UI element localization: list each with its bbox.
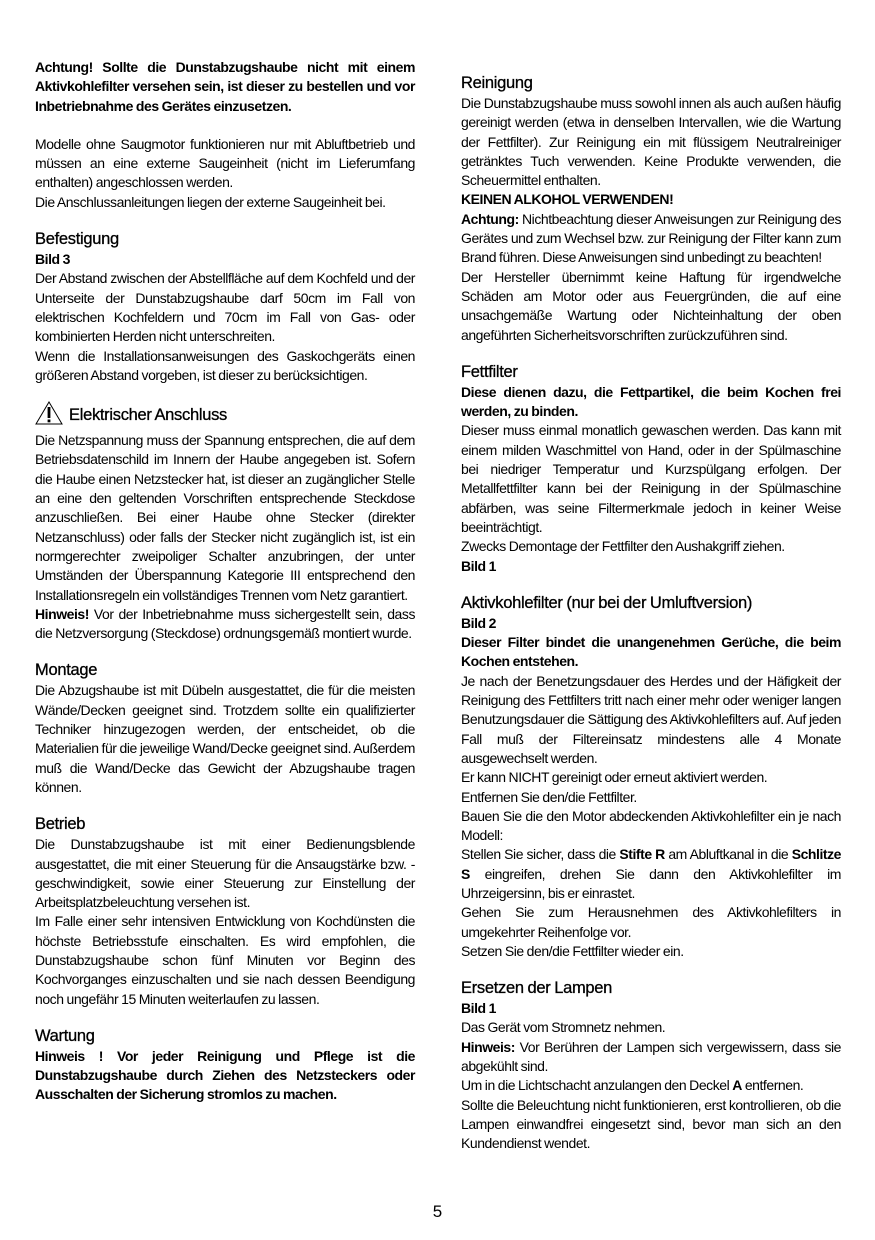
bold-text: A [732, 1077, 742, 1094]
section-heading [35, 659, 415, 681]
left-column [35, 58, 415, 1105]
text: eingreifen, drehen Sie dann den Aktivkohlefilter im Uhrzeigersinn, bis er einrastet. [461, 865, 841, 901]
bold-text: Achtung! Sollte die Dunstabzugshaube nicht mit einem Aktivkohlefilter versehen sein, ist dieser zu bestellen und vor Inbetriebnahme des Gerätes einzusetzen. [35, 59, 415, 114]
bold-text: Achtung: [461, 210, 519, 227]
text: Der Hersteller übernimmt keine Haftung für irgendwelche Schäden am Motor oder aus Feuergründen, die auf eine unsachgemäße Wartung oder Nichteinhaltung der oben angeführten Sicherheitsvorschriften zurückzuführen sind. [461, 268, 841, 343]
section-heading [461, 72, 841, 94]
paragraph [461, 788, 841, 807]
bold-text: Bild 1 [461, 1000, 496, 1017]
text: Zwecks Demontage der Fettfilter den Aushakgriff ziehen. [461, 538, 785, 555]
paragraph [35, 1047, 415, 1105]
paragraph [461, 768, 841, 787]
section-heading [35, 1025, 415, 1047]
text: Er kann NICHT gereinigt oder erneut aktiviert werden. [461, 769, 768, 786]
text: Die Dunstabzugshaube ist mit einer Bedienungsblende ausgestattet, die mit einer Steuerung für die Ansaugstärke bzw. -geschwindigkeit, sowie einer Steuerung zur Einstellung der Arbeitsplatzbeleuchtung versehen ist. [35, 836, 415, 911]
text: Entfernen Sie den/die Fettfilter. [461, 788, 637, 805]
section-heading [35, 401, 415, 431]
bold-text: Diese dienen dazu, die Fettpartikel, die beim Kochen frei werden, zu binden. [461, 383, 841, 420]
bold-text: Stifte R [619, 846, 665, 863]
paragraph [461, 999, 841, 1018]
paragraph [461, 190, 841, 209]
paragraph [461, 672, 841, 768]
text: Bauen Sie die den Motor abdeckenden Aktivkohlefilter ein je nach Modell: [461, 807, 841, 844]
text: Elektrischer Anschluss [69, 406, 227, 425]
text: Wenn die Installationsanweisungen des Gaskochgeräts einen größeren Abstand vorgeben, ist dieser zu berücksichtigen. [35, 347, 415, 383]
text: Ersetzen der Lampen [461, 979, 613, 998]
bold-text: Bild 3 [35, 251, 70, 268]
text: am Abluftkanal in die [664, 846, 792, 863]
paragraph [461, 1076, 841, 1095]
paragraph [461, 268, 841, 345]
section-heading [35, 813, 415, 835]
section-heading [461, 977, 841, 999]
paragraph [461, 94, 841, 190]
text: Vor Berühren der Lampen sich vergewissern, dass sie abgekühlt sind. [461, 1038, 841, 1075]
paragraph [461, 614, 841, 633]
text: Gehen Sie zum Herausnehmen des Aktivkohlefilters in umgekehrter Reihenfolge vor. [461, 904, 841, 940]
paragraph [461, 210, 841, 268]
text: Die Abzugshaube ist mit Dübeln ausgestattet, die für die meisten Wände/Decken geeignet sind. Trotzdem sollte ein qualifizierter Techniker hinzugezogen werden, der entscheidet, ob die Materialien für die jeweilige Wand/Decke geeignet sind. Außerdem muß die Wand/Decke das Gewicht der Abzugshaube tragen können. [35, 682, 415, 795]
paragraph [35, 681, 415, 797]
text: Dieser muss einmal monatlich gewaschen werden. Das kann mit einem milden Waschmittel von Hand, oder in der Spülmaschine bei niedriger Temperatur und Kurzspülgang erfolgen. Der Metallfettfilter kann bei der Reinigung in der Spülmaschine abfärben, was seine Filtermerkmale jedoch in keiner Weise beeinträchtigt. [461, 422, 841, 535]
paragraph [35, 58, 415, 116]
bold-text: Hinweis! [35, 605, 89, 622]
text: Das Gerät vom Stromnetz nehmen. [461, 1019, 666, 1036]
paragraph [461, 1096, 841, 1154]
paragraph [461, 807, 841, 846]
text: Vor der Inbetriebnahme muss sichergestellt sein, dass die Netzversorgung (Steckdose) ordnungsgemäß montiert wurde. [35, 605, 415, 642]
paragraph [35, 250, 415, 269]
text: Reinigung [461, 74, 533, 92]
bold-text: Schlitze S [461, 846, 842, 882]
bold-text: Bild 2 [461, 614, 496, 631]
section-heading [461, 592, 841, 614]
paragraph [461, 633, 841, 672]
text: Die Anschlussanleitungen liegen der externe Saugeinheit bei. [35, 193, 386, 210]
text: Nichtbeachtung dieser Anweisungen zur Reinigung des Gerätes und zum Wechsel bzw. zur Reinigung der Filter kann zum Brand führen. Diese Anweisungen sind unbedingt zu beachten! [461, 210, 841, 266]
paragraph [461, 1018, 841, 1037]
text: Der Abstand zwischen der Abstellfläche auf dem Kochfeld und der Unterseite der Dunstabzugshaube darf 50cm im Fall von elektrischen Kochfeldern und 70cm im Fall von Gas- oder kombinierten Herden nicht unterschreiten. [35, 270, 415, 345]
paragraph [35, 347, 415, 386]
paragraph [461, 1038, 841, 1077]
warning-icon [35, 401, 63, 431]
bold-text: Hinweis: [461, 1038, 515, 1055]
text: Betrieb [35, 815, 86, 834]
paragraph [461, 903, 841, 942]
paragraph [35, 912, 415, 1008]
text: Modelle ohne Saugmotor funktionieren nur mit Abluftbetrieb und müssen an eine externe Saugeinheit (nicht im Lieferumfang enthalten) angeschlossen werden. [35, 135, 415, 191]
text: entfernen. [741, 1077, 804, 1094]
text: Um in die Lichtschacht anzulangen den Deckel [461, 1077, 733, 1094]
paragraph [461, 537, 841, 556]
spacer [35, 116, 415, 135]
bold-text: Hinweis ! Vor jeder Reinigung und Pflege ist die Dunstabzugshaube durch Ziehen des Netzsteckers oder Ausschalten der Sicherung stromlos zu machen. [35, 1047, 415, 1103]
paragraph [461, 942, 841, 961]
bold-text: Dieser Filter bindet die unangenehmen Gerüche, die beim Kochen entstehen. [461, 634, 841, 670]
text: Je nach der Benetzungsdauer des Herdes und der Häfigkeit der Reinigung des Fettfilters tritt nach einer mehr oder weniger langen Benutzungsdauer die Sättigung des Aktivkohlefilters auf. Auf jeden Fall muß der Filtereinsatz mindestens alle 4 Monate ausgewechselt werden. [461, 672, 841, 766]
paragraph [461, 557, 841, 576]
bold-text: Bild 1 [461, 557, 496, 574]
text: Montage [35, 661, 98, 680]
page-number: 5 [432, 1202, 443, 1221]
text: Fettfilter [461, 362, 518, 381]
paragraph [461, 845, 841, 903]
right-column [461, 72, 841, 1154]
text: Im Falle einer sehr intensiven Entwicklung von Kochdünsten die höchste Betriebsstufe einschalten. Es wird empfohlen, die Dunstabzugshaube schon fünf Minuten vor Beginn des Kochvorganges einzuschalten und sie nach dessen Beendigung noch ungefähr 15 Minuten weiterlaufen zu lassen. [35, 913, 415, 1007]
text: Die Netzspannung muss der Spannung entsprechen, die auf dem Betriebsdatenschild im Innern der Haube angegeben ist. Sofern die Haube einen Netzstecker hat, ist dieser an zugänglicher Stelle an eine den geltenden Vorschriften entsprechende Steckdose anzuschließen. Bei einer Haube ohne Stecker (direkter Netzanschluss) oder falls der Stecker nicht zugänglich ist, ist ein normgerechter zweipoliger Schalter anzubringen, der unter Umständen der Überspannung Kategorie III entsprechend den Installationsregeln ein vollständiges Trennen vom Netz garantiert. [35, 432, 415, 603]
paragraph [35, 269, 415, 346]
section-heading [35, 228, 415, 250]
paragraph [461, 421, 841, 537]
paragraph [35, 431, 415, 605]
paragraph [461, 383, 841, 422]
paragraph [35, 605, 415, 644]
text: Stellen Sie sicher, dass die [461, 846, 620, 863]
text: Aktivkohlefilter (nur bei der Umluftversion) [461, 593, 753, 612]
section-heading [461, 361, 841, 383]
bold-text: KEINEN ALKOHOL VERWENDEN! [461, 191, 674, 208]
paragraph [35, 835, 415, 912]
text: Wartung [35, 1026, 95, 1045]
text: Befestigung [35, 230, 119, 249]
paragraph [35, 135, 415, 193]
paragraph [35, 193, 415, 212]
text: Setzen Sie den/die Fettfilter wieder ein. [461, 942, 684, 959]
text: Sollte die Beleuchtung nicht funktionieren, erst kontrollieren, ob die Lampen einwandfrei eingesetzt sind, bevor man sich an den Kundendienst wendet. [461, 1096, 841, 1152]
text: Die Dunstabzugshaube muss sowohl innen als auch außen häufig gereinigt werden (etwa in denselben Intervallen, wie die Wartung der Fettfilter). Zur Reinigung ein mit flüssigem Neutralreiniger getränktes Tuch verwenden. Keine Produkte verwenden, die Scheuermittel enthalten. [461, 95, 841, 189]
